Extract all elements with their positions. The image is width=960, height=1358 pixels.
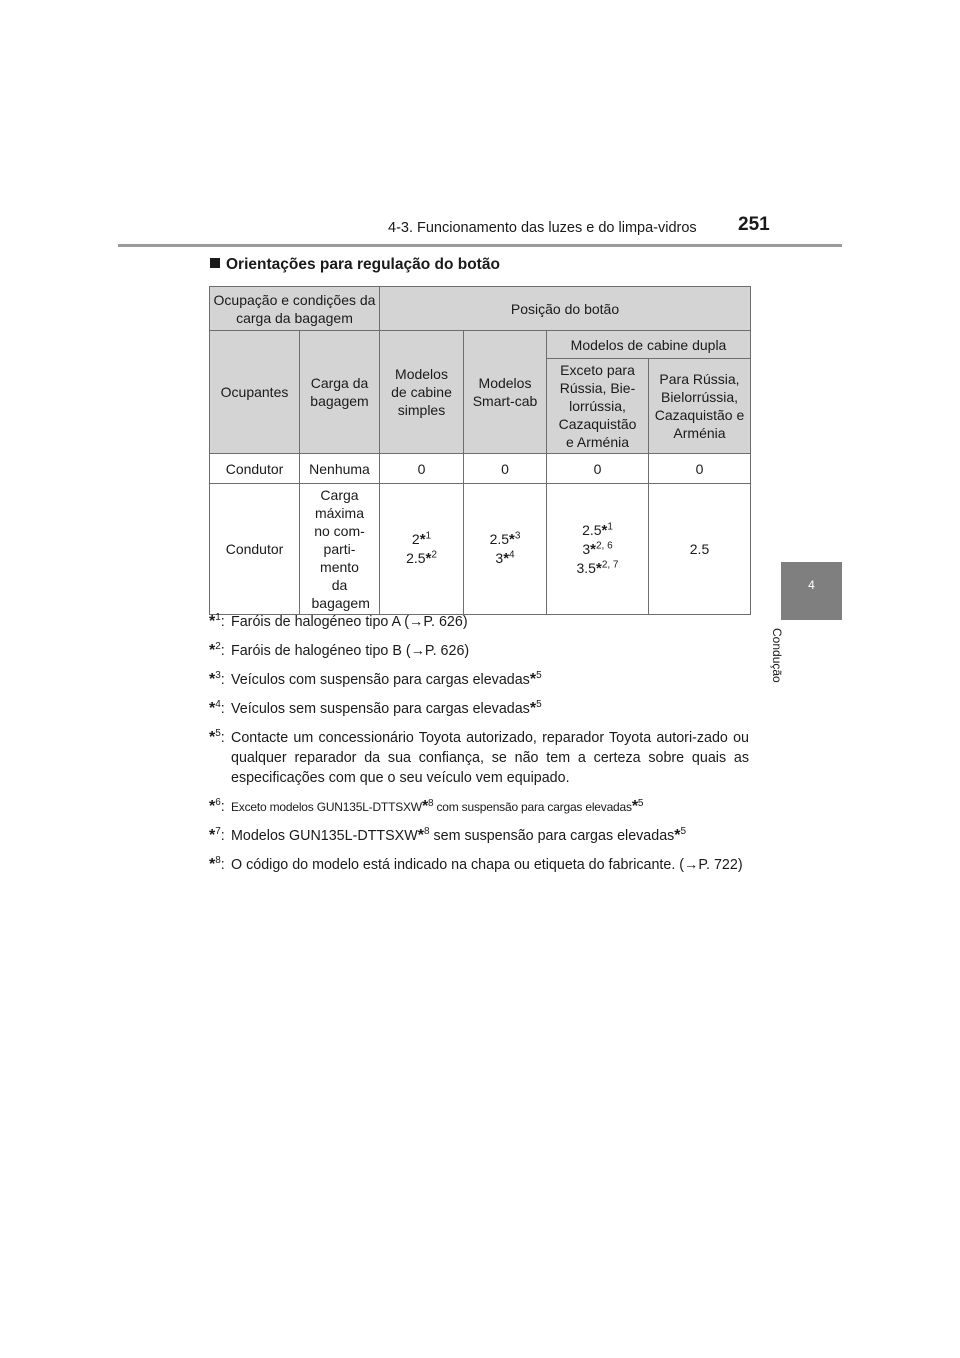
header-except-regions: Exceto para Rússia, Bie-lorrússia, Cazaquistão e Arménia bbox=[547, 359, 649, 454]
footnotes bbox=[209, 612, 749, 884]
footnote-7: *$^7$: Modelos GUN135L-DTTSXW*$^8$ sem suspensão para cargas elevadas*$^5$ bbox=[209, 826, 687, 844]
section-title-text: Orientações para regulação do botão bbox=[226, 256, 500, 273]
chapter-tab bbox=[781, 562, 842, 620]
cell-double-for: 2.5 bbox=[649, 484, 751, 615]
table-row bbox=[210, 484, 751, 615]
cell-luggage: Carga máxima no com-parti-mento da bagagem bbox=[300, 484, 380, 615]
page-number: 251 bbox=[738, 214, 770, 235]
footnote-1: *$^1$: Faróis de halogéneo tipo A (→P. 626) bbox=[209, 612, 468, 630]
cell-single-cab: 2*$^1$ 2.5*$^2$ bbox=[380, 484, 464, 615]
cell-smart-cab: 0 bbox=[464, 454, 547, 484]
cell-luggage: Nenhuma bbox=[300, 454, 380, 484]
footnote-8: *$^8$: O código do modelo está indicado na chapa ou etiqueta do fabricante. (→P. 722) bbox=[209, 855, 743, 873]
header-load-conditions: Ocupação e condições da carga da bagagem bbox=[210, 287, 380, 331]
header-switch-position: Posição do botão bbox=[380, 287, 751, 331]
header-smart-cab: Modelos Smart-cab bbox=[464, 331, 547, 454]
header-divider bbox=[118, 244, 842, 247]
header-for-regions: Para Rússia, Bielorrússia, Cazaquistão e Arménia bbox=[649, 359, 751, 454]
footnote-2: *$^2$: Faróis de halogéneo tipo B (→P. 626) bbox=[209, 641, 470, 659]
cell-smart-cab: 2.5*$^3$ 3*$^4$ bbox=[464, 484, 547, 615]
footnote-5: *$^5$: Contacte um concessionário Toyota autorizado, reparador Toyota autori-zado ou qualquer reparador da sua confiança, se não tem a certeza sobre quais as especificações com que o seu veículo vem equipado. bbox=[209, 728, 749, 786]
cell-double-for: 0 bbox=[649, 454, 751, 484]
cell-occupants: Condutor bbox=[210, 454, 300, 484]
cell-single-cab: 0 bbox=[380, 454, 464, 484]
headlight-leveling-table bbox=[209, 286, 751, 615]
section-title bbox=[210, 256, 500, 274]
footnote-3: *$^3$: Veículos com suspensão para cargas elevadas*$^5$ bbox=[209, 670, 542, 688]
cell-double-except: 2.5*$^1$ 3*$^{2, 6}$ 3.5*$^{2, 7}$ bbox=[547, 484, 649, 615]
table-row bbox=[210, 454, 751, 484]
footnote-4: *$^4$: Veículos sem suspensão para cargas elevadas*$^5$ bbox=[209, 699, 542, 717]
cell-occupants: Condutor bbox=[210, 484, 300, 615]
header-double-cab: Modelos de cabine dupla bbox=[547, 331, 751, 359]
header-single-cab: Modelos de cabine simples bbox=[380, 331, 464, 454]
header-occupants: Ocupantes bbox=[210, 331, 300, 454]
header-luggage: Carga da bagagem bbox=[300, 331, 380, 454]
chapter-label: Condução bbox=[770, 628, 784, 683]
header-section-title: 4-3. Funcionamento das luzes e do limpa-vidros bbox=[388, 220, 697, 236]
cell-double-except: 0 bbox=[547, 454, 649, 484]
square-bullet-icon bbox=[210, 258, 220, 268]
chapter-label-container bbox=[770, 628, 808, 708]
footnote-6: *$^6$: Exceto modelos GUN135L-DTTSXW*$^8$ com suspensão para cargas elevadas*$^5$ bbox=[209, 797, 644, 815]
chapter-number: 4 bbox=[808, 578, 815, 592]
